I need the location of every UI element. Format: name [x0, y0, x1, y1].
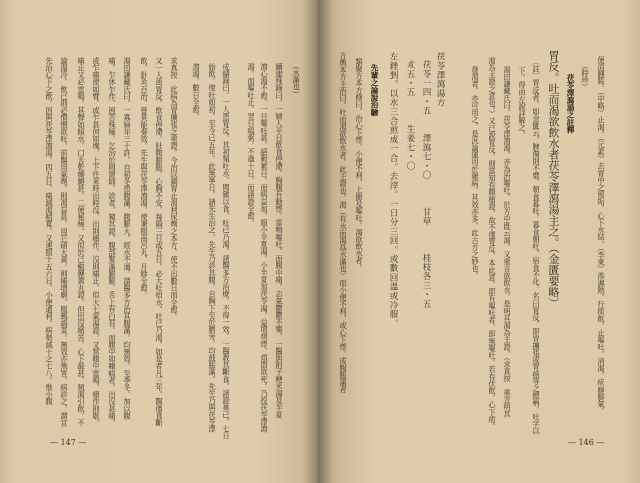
text-column: 先治心下之飲。因與茯苓澤瀉湯。四五日。痛減渴稍寬。又連服十五六日。小便通利。病勢減十之七八。惟小腹 [45, 57, 54, 405]
text-column: 瀉心湯不愈。一日嘔吐甚。絕穀累日。而病益加。服小半夏湯。小半夏加茯苓湯。益增煩悸。煩悶欲死。乃投茯苓澤瀉 [260, 63, 269, 433]
text-column: 痛。乍休乍作。困苦殊極。乞治於岡齋師。診者。窺其證。腹部緊滿膨膨。舌上有白苔。而腹中如癥瘕者。出沒甚痛。 [108, 57, 117, 427]
text-column: 類聚方本方條曰。治心下悸。小便不利。上衝及嘔吐。渴欲飲水者。 [355, 58, 364, 271]
text-column: 痛止又必雷鳴。其聲如傾水。口舌乾燥頗甚。二便秘極。又似於己椒藶黃丸證。但出沒痛苦。心下最甚。頻渴引飲。不 [77, 57, 86, 427]
page-number-left: — 147 — [50, 438, 87, 447]
page-number-right: — 146 — [568, 438, 605, 447]
left-page [0, 0, 318, 483]
text-column: 〔註〕胃反者。如金匱云。脾傷則不磨。朝食暮吐。暮食朝吐。宿食不化。名曰胃反。即胃擴張或胃癌等之總稱。吐字以 [532, 58, 541, 435]
right-page [318, 0, 640, 483]
text-column: 瀉湯。數日全愈。 [192, 63, 201, 120]
text-column: 渴為主證之意也。）又已說胃反。則當知有腹痛證。故不僅胃反。本此意。即有嘔吐者。即無嘔吐。若有伏飲。心下痞。 [488, 57, 497, 430]
text-column: （水滿也） [292, 62, 301, 98]
ingredients-line: 茯苓一四・五 澤瀉七・〇 甘草 桂枝各三・五 [421, 60, 431, 309]
section-heading: 茯苓澤瀉湯之註釋 [566, 74, 575, 134]
text-column: 方輿本方主治曰。吐而渴欲飲水者。此主證也。渴（有水而渴爲水滿也）而小便不利。或心下悸。或腹脹滿者 [339, 52, 348, 393]
text-column: 成績錄曰。一人患胃反。其初頻吐水。間雜以食。吐已乃渴。諸醫多方治療。不得一效。一醫教其斷食。諸證巢已。七日 [222, 63, 231, 440]
text-column: 湯。而嘔吐止。翌日啜粥。不過十日。而諸證全愈。 [247, 63, 256, 227]
text-column: 湯田謙藏氏曰。茯苓澤瀉湯。亦為治嘔吐。於方中既云渴。又重言欲飲水。是明其渴為主證。（求真按 重言明其 [503, 66, 512, 418]
ingredients-line: 朮五・五 生姜七・〇 [405, 60, 415, 171]
text-column: 又一人患胃反。飲食停滯。肚腹膨脹。心胸不安。每隔三日或五日。必大吐宿水。吐已乃渴。如是者凡三年。醫僅食斷 [155, 57, 164, 427]
text-column: 下。得由左說詳解之。 [518, 67, 527, 138]
text-column: 求真按 此病為胃擴張之重證。今治以鎮胃止渴利尿劑之本方。使不出數日而全愈。 [170, 57, 179, 320]
text-column: 飲。針灸百治。曾莫能奏效。先生與茯苓澤瀉湯。使兼服南呂丸。月餘全愈。 [140, 57, 149, 299]
text-column: 發渴者。亦可用之。是汎論運用於雜病。其效亦多。此古方之妙也。 [471, 66, 480, 279]
text-column: （時珍） [581, 62, 590, 91]
text-column: 始飲。復吐如初。至今已五年。此無寧日。請先生治之。先生乃診其腹。自胸下至於臍旁。均鼓脹滿。先生乃與茯苓澤 [208, 63, 217, 433]
scripture-verse: 胃反。吐而渴欲飲水者茯苓澤瀉湯主之。（金匱要略） [547, 50, 560, 309]
text-column: 湯田謙藏氏曰。一寡婦年三十許。自初冬患腹滿。腹膨大。經水不通。諸醫多方治其腹滿。均無效。至季冬。加以腹 [123, 57, 132, 420]
section-heading: 先輩之論說治驗 [370, 64, 379, 116]
formula-heading: 茯苓澤瀉湯方 [435, 52, 445, 108]
text-column: 續建殊錄曰。一婦人平日飲食停滯。胸腹有動悸。雷鳴嘔吐。而腹中痛。志氣鬱鬱不樂。一醫與附子粳米湯及半夏 [275, 63, 284, 418]
text-column: 論溫冷。飲已則必慣慣欲吐。前醫用氣劑。則渴益甚。用芒硝大黃。則痛增劇。服鷓鴣菜。無效亦無害。病診之。謂宜 [60, 57, 69, 427]
text-column: 便消腫脹。（中略）止渴。（元素）去胃中之留垢。心下水結。（李東）滲濕熱。行痰飲。止嘔吐。消渴。痃癖脚氣。 [597, 56, 606, 415]
preparation-text: 左銼剉。以水三合煎成一合。去滓。一日分三回。或數回溫或冷服。 [388, 52, 398, 328]
text-column: 或乍痛使如臂。或乍甚何如塊。上下往來時出時沒。出則痛作。沒則痛止。似大七氣湯證。又常腹中雷鳴。痛作則歇。 [92, 57, 101, 427]
